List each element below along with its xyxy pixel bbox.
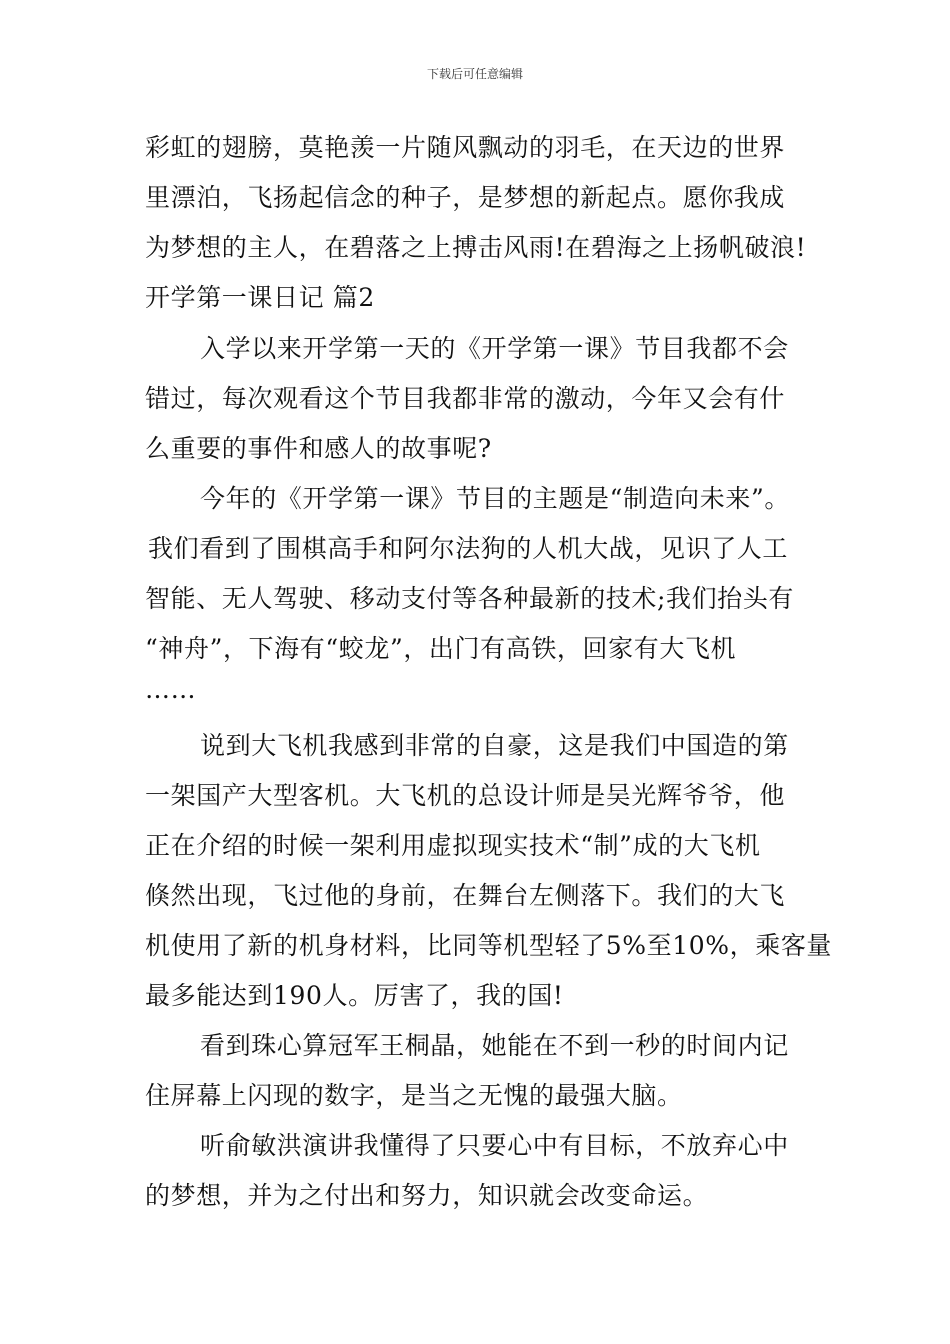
text-line: 的梦想，并为之付出和努力，知识就会改变命运。 (145, 1181, 709, 1210)
section-heading: 开学第一课日记 篇2 (145, 283, 375, 312)
text-line: 正在介绍的时候一架利用虚拟现实技术“制”成的大飞机 (145, 831, 761, 860)
text-line: 住屏幕上闪现的数字，是当之无愧的最强大脑。 (145, 1081, 683, 1110)
text-line: 么重要的事件和感人的故事呢? (145, 434, 492, 463)
text-line: 看到珠心算冠军王桐晶，她能在不到一秒的时间内记 (200, 1031, 789, 1060)
page-header: 下载后可任意编辑 (426, 67, 523, 81)
text-line: …… (145, 675, 197, 704)
text-line: 我们看到了围棋高手和阿尔法狗的人机大战，见识了人工 (148, 534, 789, 563)
text-line: 智能、无人驾驶、移动支付等各种最新的技术;我们抬头有 (145, 584, 795, 613)
text-line: 听俞敏洪演讲我懂得了只要心中有目标，不放弃心中 (200, 1131, 789, 1160)
text-line: 入学以来开学第一天的《开学第一课》节目我都不会 (200, 334, 789, 363)
text-line: 一架国产大型客机。大飞机的总设计师是吴光辉爷爷，他 (145, 781, 786, 810)
text-line: 错过，每次观看这个节目我都非常的激动，今年又会有什 (145, 384, 786, 413)
text-line: 里漂泊，飞扬起信念的种子，是梦想的新起点。愿你我成 (145, 183, 786, 212)
text-line: 最多能达到190人。厉害了，我的国! (145, 981, 564, 1010)
text-line: 说到大飞机我感到非常的自豪，这是我们中国造的第 (200, 731, 789, 760)
text-line: 彩虹的翅膀，莫艳羡一片随风飘动的羽毛，在天边的世界 (145, 133, 786, 162)
text-line: 倏然出现，飞过他的身前，在舞台左侧落下。我们的大飞 (145, 881, 786, 910)
text-line: 机使用了新的机身材料，比同等机型轻了5%至10%，乘客量 (145, 931, 833, 960)
text-line: 为梦想的主人，在碧落之上搏击风雨!在碧海之上扬帆破浪! (145, 233, 807, 262)
text-line: “神舟”，下海有“蛟龙”，出门有高铁，回家有大飞机 (145, 634, 737, 663)
text-line: 今年的《开学第一课》节目的主题是“制造向未来”。 (200, 484, 790, 513)
